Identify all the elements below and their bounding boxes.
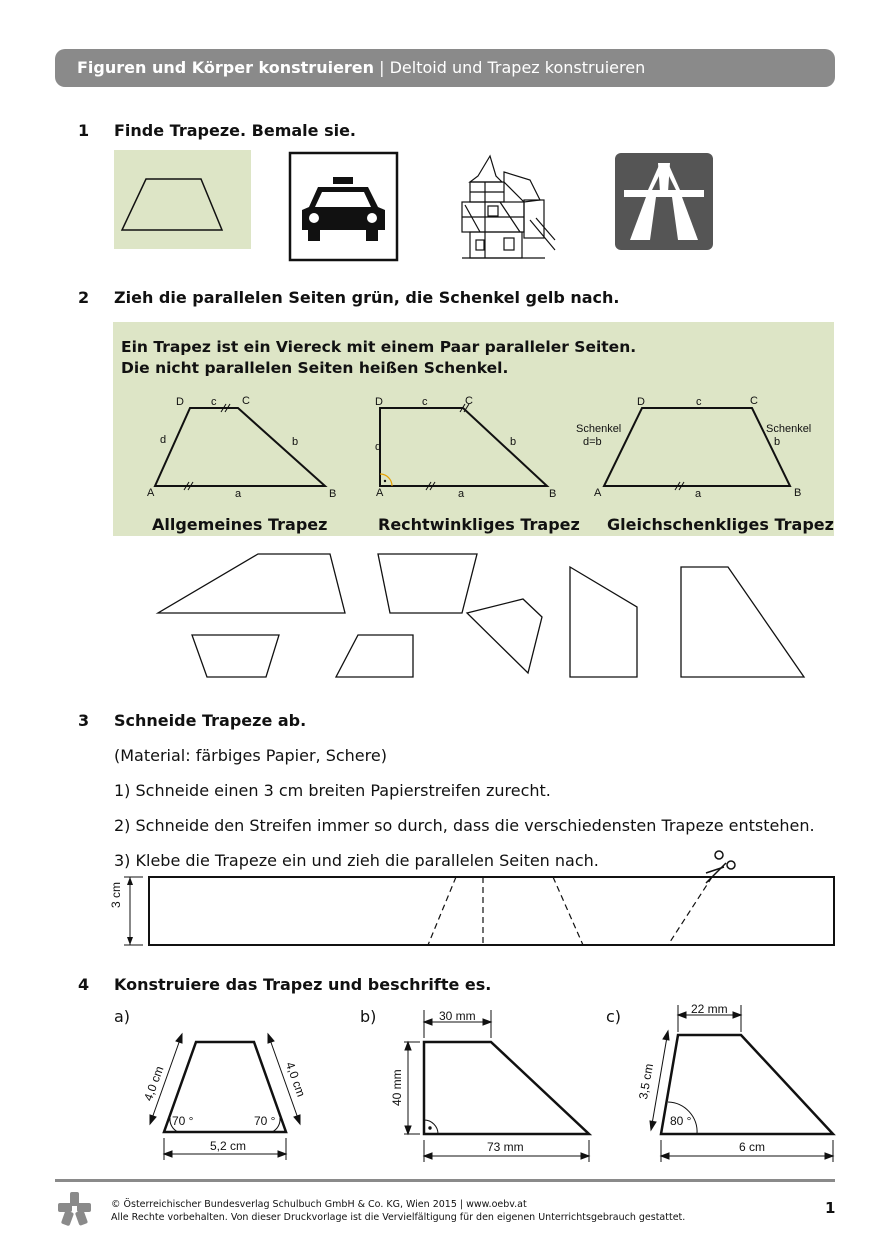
page-number: 1 [825, 1199, 836, 1217]
header-title-rest: Deltoid und Trapez konstruieren [389, 58, 646, 77]
task4-b-label: b) [360, 1007, 377, 1026]
paper-strip [0, 845, 890, 955]
b-height: 40 mm [390, 1069, 404, 1106]
label-A-iso: A [594, 487, 602, 499]
scissors-icon [706, 851, 735, 883]
a-angle-left: 70 ° [172, 1114, 194, 1128]
label-b-right: b [510, 436, 517, 448]
label-B-general: B [329, 488, 337, 500]
task4-number: 4 [78, 975, 90, 994]
isosceles-trapezoid [604, 408, 790, 486]
definition-line1: Ein Trapez ist ein Viereck mit einem Paar paralleler Seiten. [121, 338, 637, 356]
figure-b [424, 1042, 589, 1134]
label-C-general: C [242, 395, 250, 407]
label-A-right: A [376, 487, 384, 499]
a-side-right: 4,0 cm [282, 1060, 309, 1099]
header-title-bold: Figuren und Körper konstruieren [77, 58, 375, 77]
task2-text: Zieh die parallelen Seiten grün, die Schenkel gelb nach. [114, 288, 620, 307]
definition-line2: Die nicht parallelen Seiten heißen Schenkel. [121, 359, 509, 377]
label-b-iso: b [774, 436, 781, 448]
label-d-general: d [160, 434, 167, 446]
label-schenkel-left: Schenkel [576, 423, 622, 435]
footer-copyright: © Österreichischer Bundesverlag Schulbuch GmbH & Co. KG, Wien 2015 | www.oebv.at [111, 1199, 527, 1210]
right-trapezoid [380, 408, 547, 486]
label-B-iso: B [794, 487, 802, 499]
label-D-iso: D [637, 396, 645, 408]
task3-number: 3 [78, 711, 90, 730]
label-a-iso: a [695, 488, 702, 500]
task2-number: 2 [78, 288, 90, 307]
label-d-right: d [375, 441, 382, 453]
label-D-general: D [176, 396, 184, 408]
a-side-left: 4,0 cm [141, 1064, 167, 1103]
label-C-right: C [465, 395, 473, 407]
a-angle-right: 70 ° [254, 1114, 276, 1128]
label-B-right: B [549, 488, 557, 500]
c-angle: 80 ° [670, 1114, 692, 1128]
label-a-right: a [458, 488, 465, 500]
task1-number: 1 [78, 121, 90, 140]
label-a-general: a [235, 488, 242, 500]
type-isosceles: Gleichschenkliges Trapez [607, 515, 834, 534]
task4-text: Konstruiere das Trapez und beschrifte es. [114, 975, 492, 994]
task3-step2: 2) Schneide den Streifen immer so durch, dass die verschiedensten Trapeze entstehen. [114, 816, 815, 835]
header-separator: | [374, 58, 390, 77]
c-top: 22 mm [691, 1002, 728, 1016]
general-trapezoid [155, 408, 325, 486]
task4-a-label: a) [114, 1007, 131, 1026]
label-b-general: b [292, 436, 299, 448]
shape-6[interactable] [570, 567, 637, 677]
shape-3[interactable] [192, 635, 279, 677]
type-right: Rechtwinkliges Trapez [378, 515, 580, 534]
label-C-iso: C [750, 395, 758, 407]
shape-2[interactable] [378, 554, 477, 613]
shapes-to-classify [0, 540, 890, 690]
shape-7[interactable] [681, 567, 804, 677]
label-c-iso: c [696, 396, 702, 408]
task1-text: Finde Trapeze. Bemale sie. [114, 121, 356, 140]
b-top: 30 mm [439, 1009, 476, 1023]
label-schenkel-right: Schenkel [766, 423, 812, 435]
label-d-eq-b: d=b [583, 436, 602, 448]
task3-text: Schneide Trapeze ab. [114, 711, 307, 730]
c-base: 6 cm [739, 1140, 766, 1154]
footer-rights: Alle Rechte vorbehalten. Von dieser Druckvorlage ist die Vervielfältigung für den eigenen Unterrichtsgebrauch gestattet. [111, 1212, 686, 1223]
shape-4[interactable] [336, 635, 413, 677]
label-A-general: A [147, 487, 155, 499]
publisher-logo-icon [55, 1189, 95, 1229]
label-D-right: D [375, 396, 383, 408]
strip-width-label: 3 cm [109, 881, 123, 908]
label-c-general: c [211, 396, 217, 408]
label-c-right: c [422, 396, 428, 408]
task4-c-label: c) [606, 1007, 622, 1026]
type-general: Allgemeines Trapez [152, 515, 328, 534]
trapezoid-type-diagrams [0, 0, 890, 540]
c-side: 3,5 cm [636, 1062, 657, 1101]
task3-step1: 1) Schneide einen 3 cm breiten Papierstreifen zurecht. [114, 781, 551, 800]
task3-step3: 3) Klebe die Trapeze ein und zieh die parallelen Seiten nach. [114, 851, 599, 870]
shape-5[interactable] [467, 599, 542, 673]
footer-rule [55, 1179, 835, 1182]
shape-1[interactable] [158, 554, 345, 613]
a-base: 5,2 cm [210, 1139, 247, 1153]
b-base: 73 mm [487, 1140, 524, 1154]
task3-material: (Material: färbiges Papier, Schere) [114, 746, 387, 765]
